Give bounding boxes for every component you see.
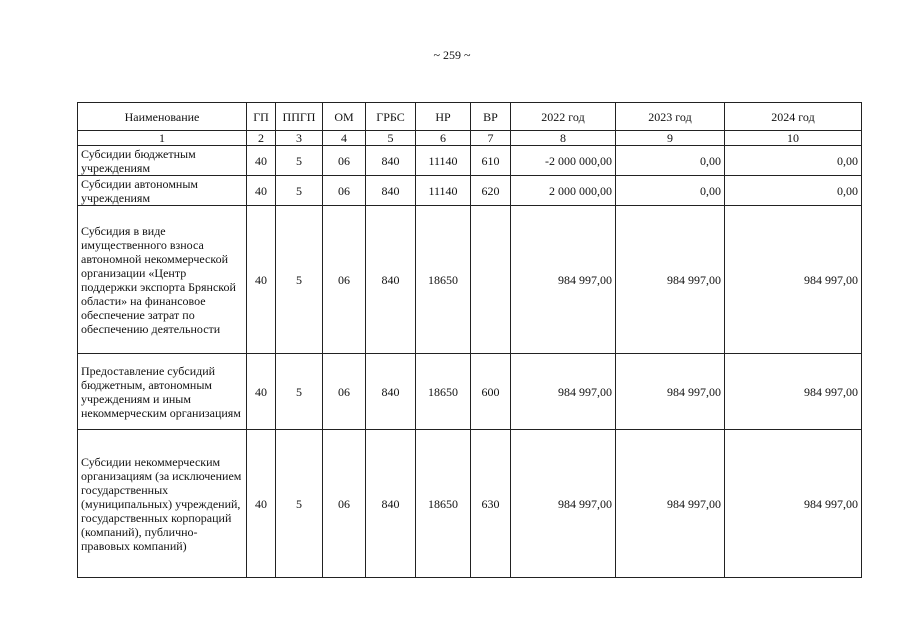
row-amount-2022: 984 997,00 xyxy=(511,206,616,354)
row-name: Предоставление субсидий бюджетным, автономным учреждениям и иным некоммерческим организациям xyxy=(78,354,247,430)
row-nr: 11140 xyxy=(416,176,471,206)
row-grbs: 840 xyxy=(366,176,416,206)
column-number: 4 xyxy=(323,131,366,146)
row-amount-2024: 0,00 xyxy=(725,176,862,206)
table-row xyxy=(78,430,862,578)
row-vr: 600 xyxy=(471,354,511,430)
row-name: Субсидии автономным учреждениям xyxy=(78,176,247,206)
row-ppgp: 5 xyxy=(276,146,323,176)
row-amount-2022: 2 000 000,00 xyxy=(511,176,616,206)
header-cell-om: ОМ xyxy=(323,103,366,131)
row-grbs: 840 xyxy=(366,354,416,430)
row-nr: 18650 xyxy=(416,206,471,354)
row-om: 06 xyxy=(323,430,366,578)
header-cell-nr: НР xyxy=(416,103,471,131)
row-amount-2022: 984 997,00 xyxy=(511,430,616,578)
row-grbs: 840 xyxy=(366,430,416,578)
table-row xyxy=(78,354,862,430)
row-grbs: 840 xyxy=(366,206,416,354)
column-number: 2 xyxy=(247,131,276,146)
header-cell-vr: ВР xyxy=(471,103,511,131)
row-amount-2024: 984 997,00 xyxy=(725,354,862,430)
row-gp: 40 xyxy=(247,146,276,176)
row-amount-2024: 984 997,00 xyxy=(725,430,862,578)
row-om: 06 xyxy=(323,354,366,430)
row-om: 06 xyxy=(323,206,366,354)
header-cell-ppgp: ППГП xyxy=(276,103,323,131)
header-cell-2022: 2022 год xyxy=(511,103,616,131)
header-cell-2023: 2023 год xyxy=(616,103,725,131)
budget-table xyxy=(77,102,862,578)
row-vr xyxy=(471,206,511,354)
row-gp: 40 xyxy=(247,430,276,578)
header-row xyxy=(78,103,862,131)
row-vr: 630 xyxy=(471,430,511,578)
row-gp: 40 xyxy=(247,176,276,206)
row-om: 06 xyxy=(323,176,366,206)
header-cell-gp: ГП xyxy=(247,103,276,131)
row-grbs: 840 xyxy=(366,146,416,176)
row-amount-2023: 984 997,00 xyxy=(616,206,725,354)
row-ppgp: 5 xyxy=(276,430,323,578)
row-name: Субсидии бюджетным учреждениям xyxy=(78,146,247,176)
row-vr: 610 xyxy=(471,146,511,176)
page-number: ~ 259 ~ xyxy=(433,48,471,62)
row-name: Субсидия в виде имущественного взноса автономной некоммерческой организации «Центр поддержки экспорта Брянской области» на финансовое обеспечение затрат по обеспечению деятельности xyxy=(78,206,247,354)
row-nr: 18650 xyxy=(416,354,471,430)
header-cell-2024: 2024 год xyxy=(725,103,862,131)
column-number-row xyxy=(78,131,862,146)
column-number: 10 xyxy=(725,131,862,146)
column-number: 6 xyxy=(416,131,471,146)
row-amount-2023: 0,00 xyxy=(616,146,725,176)
row-amount-2024: 0,00 xyxy=(725,146,862,176)
row-vr: 620 xyxy=(471,176,511,206)
row-amount-2024: 984 997,00 xyxy=(725,206,862,354)
table-row xyxy=(78,146,862,176)
row-ppgp: 5 xyxy=(276,176,323,206)
table-row xyxy=(78,176,862,206)
column-number: 8 xyxy=(511,131,616,146)
row-nr: 18650 xyxy=(416,430,471,578)
column-number: 1 xyxy=(78,131,247,146)
row-amount-2023: 0,00 xyxy=(616,176,725,206)
row-ppgp: 5 xyxy=(276,354,323,430)
row-name: Субсидии некоммерческим организациям (за исключением государственных (муниципальных) учреждений, государственных корпораций (компаний), публично-правовых компаний) xyxy=(78,430,247,578)
header-cell-grbs: ГРБС xyxy=(366,103,416,131)
column-number: 9 xyxy=(616,131,725,146)
column-number: 3 xyxy=(276,131,323,146)
row-amount-2022: -2 000 000,00 xyxy=(511,146,616,176)
row-ppgp: 5 xyxy=(276,206,323,354)
header-cell-name: Наименование xyxy=(78,103,247,131)
table-row xyxy=(78,206,862,354)
row-om: 06 xyxy=(323,146,366,176)
row-nr: 11140 xyxy=(416,146,471,176)
row-amount-2022: 984 997,00 xyxy=(511,354,616,430)
row-amount-2023: 984 997,00 xyxy=(616,354,725,430)
column-number: 7 xyxy=(471,131,511,146)
column-number: 5 xyxy=(366,131,416,146)
row-amount-2023: 984 997,00 xyxy=(616,430,725,578)
row-gp: 40 xyxy=(247,354,276,430)
row-gp: 40 xyxy=(247,206,276,354)
